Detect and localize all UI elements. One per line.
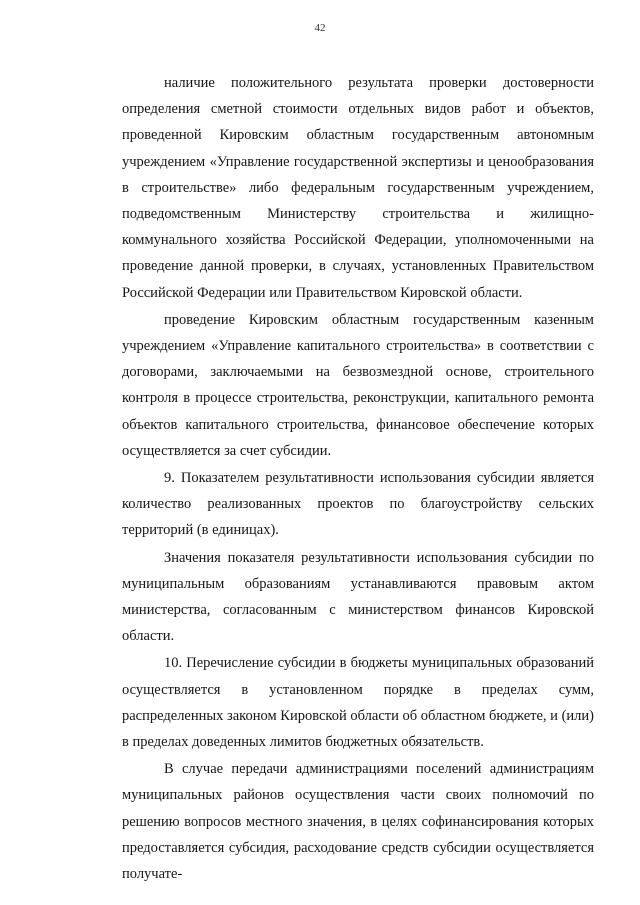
paragraph-item-9: 9. Показателем результативности использования субсидии является количество реализованных проектов по благоустройству сельских территорий (в единицах). — [122, 470, 594, 539]
paragraph-item-10: 10. Перечисление субсидии в бюджеты муниципальных образований осуществляется в установленном порядке в пределах сумм, распределенных законом Кировской области об областном бюджете, и (или) в пределах доведенных лимитов бюджетных обязательств. — [122, 655, 594, 751]
page-number: 42 — [314, 22, 326, 34]
paragraph-construction-control: проведение Кировским областным государственным казенным учреждением «Управление капитального строительства» в соответствии с договорами, заключаемыми на безвозмездной основе, строительного контроля в процессе строительства, реконструкции, капитального ремонта объектов капитального строительства, финансовое обеспечение которых осуществляется за счет субсидии. — [122, 311, 594, 459]
paragraph-indicator-values: Значения показателя результативности использования субсидии по муниципальным образованиям устанавливаются правовым актом министерства, согласованным с министерством финансов Кировской области. — [122, 549, 594, 645]
paragraph-expertise-check: наличие положительного результата проверки достоверности определения сметной стоимости отдельных видов работ и объектов, проведенной Кировским областным государственным автономным учреждением «Управление государственной экспертизы и ценообразования в строительстве» либо федеральным государственным учреждением, подведомственным Министерству строительства и жилищно-коммунального хозяйства Российской Федерации, уполномоченными на проведение данной проверки, в случаях, установленных Правительством Российской Федерации или Правительством Кировской области. — [122, 75, 594, 301]
paragraph-transfer-of-powers: В случае передачи администрациями поселений администрациям муниципальных районов осуществления части своих полномочий по решению вопросов местного значения, в целях софинансирования которых предоставляется субсидия, расходование средств субсидии осуществляется получате- — [122, 761, 594, 883]
body-text — [122, 70, 594, 887]
